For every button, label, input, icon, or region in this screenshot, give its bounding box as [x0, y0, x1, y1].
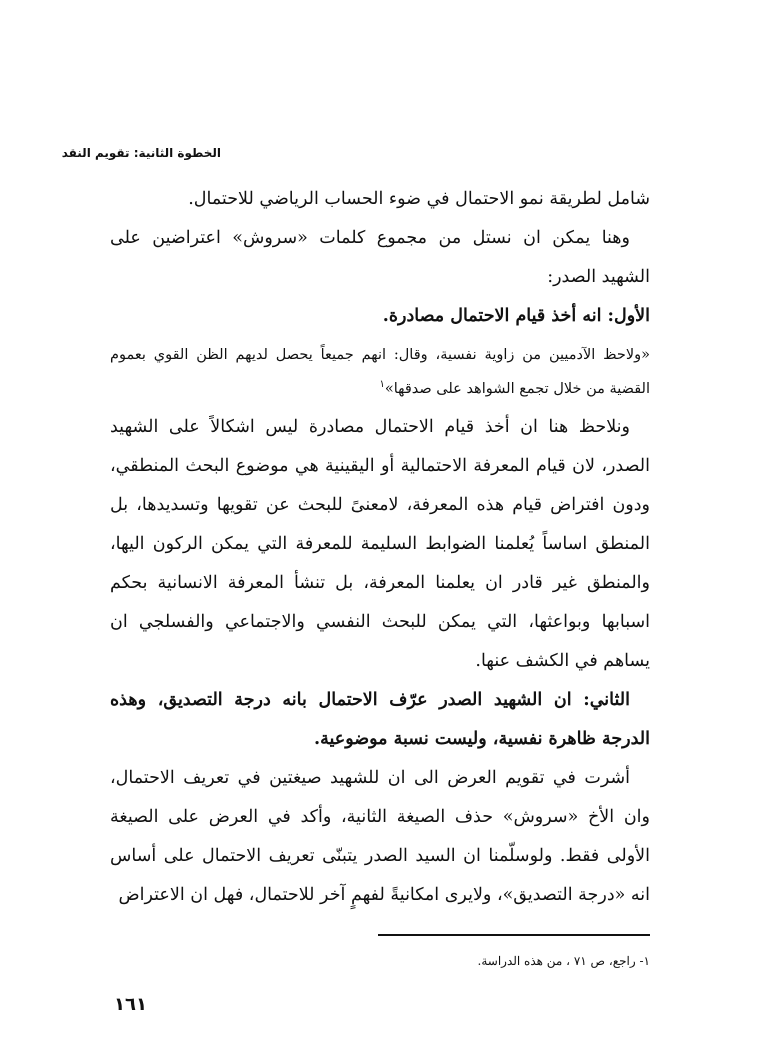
paragraph-second-objection: [110, 681, 650, 759]
quotation: [110, 340, 650, 404]
page-number: ١٦١: [114, 994, 147, 1015]
first-objection-text: انه أخذ قيام الاحتمال مصادرة.: [382, 306, 608, 326]
paragraph-response-1: ونلاحظ هنا ان أخذ قيام الاحتمال مصادرة ليس اشكالاً على الشهيد الصدر، لان قيام المعرفة الاحتمالية أو اليقينية هي موضوع البحث المنطقي، ودون افتراض قيام هذه المعرفة، لامعنىً للبحث عن تقويها وتسديدها، بل المنطق اساساً يُعلمنا الضوابط السليمة للمعرفة التي يمكن الركون اليها، والمنطق غير قادر ان يعلمنا المعرفة، بل تنشأ المعرفة الانسانية بحكم اسبابها وبواعثها، التي يمكن للبحث النفسي والاجتماعي والفسلجي ان يساهم في الكشف عنها.: [110, 416, 650, 671]
paragraph-2: وهنا يمكن ان نستل من مجموع كلمات «سروش» اعتراضين على الشهيد الصدر:: [110, 228, 650, 287]
second-objection-label: الثاني:: [583, 689, 630, 710]
first-objection-label: الأول:: [607, 306, 650, 326]
paragraph-first-objection: [110, 297, 650, 336]
footnote: ١- راجع، ص ٧١ ، من هذه الدراسة.: [477, 954, 650, 968]
running-header: الخطوة الثانية: تقويم النقد: [61, 146, 221, 160]
footnote-ref: ١: [379, 379, 385, 390]
paragraph-response-2: أشرت في تقويم العرض الى ان للشهيد صيغتين في تعريف الاحتمال، وان الأخ «سروش» حذف الصيغة الثانية، وأكد في العرض على الصيغة الأولى فقط. ولوسلّمنا ان السيد الصدر يتبنّى تعريف الاحتمال على أساس انه «درجة التصديق»، ولايرى امكانيةً لفهمٍ آخر للاحتمال، فهل ان الاعتراض: [110, 767, 650, 905]
paragraph-1: شامل لطريقة نمو الاحتمال في ضوء الحساب الرياضي للاحتمال.: [188, 189, 650, 209]
quotation-text: «ولاحظ الآدميين من زاوية نفسية، وقال: انهم جميعاً يحصل لديهم الظن القوي بعموم القضية من خلال تجمع الشواهد على صدقها»: [110, 347, 650, 397]
body-text: [110, 180, 650, 915]
footnote-divider: [378, 934, 650, 936]
second-objection-text: ان الشهيد الصدر عرّف الاحتمال بانه درجة التصديق، وهذه الدرجة ظاهرة نفسية، وليست نسبة موضوعية.: [110, 689, 650, 749]
